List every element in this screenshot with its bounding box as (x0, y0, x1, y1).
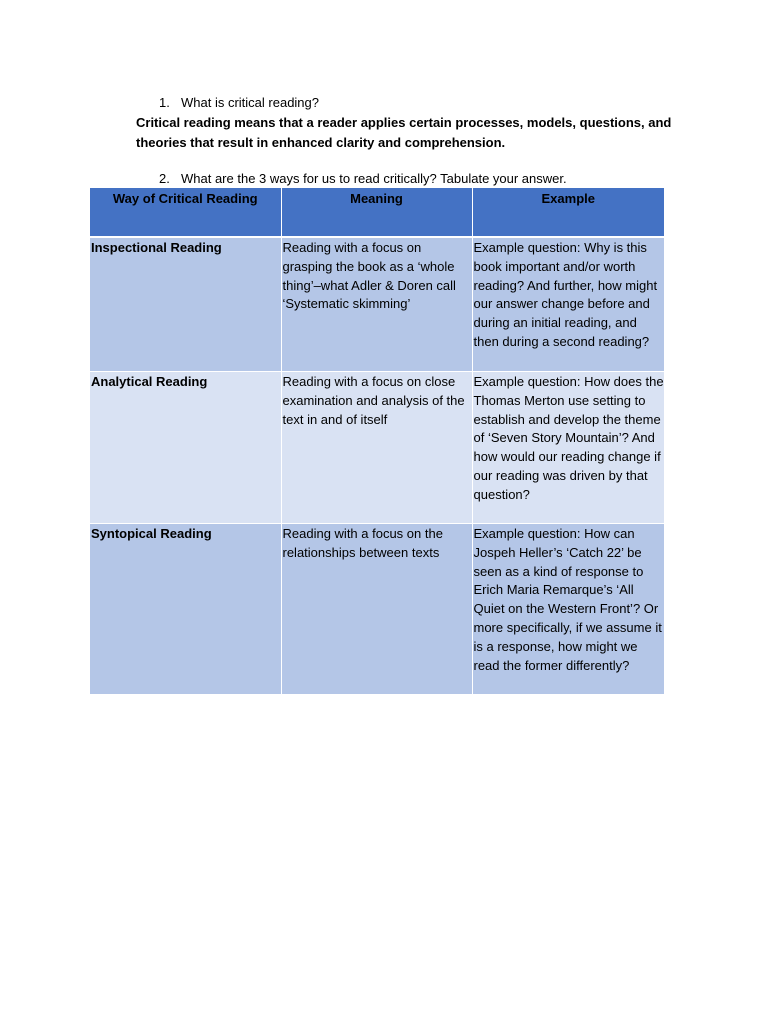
table-header-row (90, 188, 664, 237)
question-1-number: 1. (159, 95, 170, 110)
header-way: Way of Critical Reading (90, 188, 281, 237)
table-row (90, 237, 664, 372)
critical-reading-table (90, 188, 664, 695)
table-row (90, 372, 664, 524)
way-cell: Analytical Reading (90, 372, 281, 524)
example-cell: Example question: How does the Thomas Merton use setting to establish and develop the theme of ‘Seven Story Mountain’? And how would our reading change if our reading was driven by that question? (472, 372, 664, 524)
table-row (90, 524, 664, 695)
question-2-number: 2. (159, 171, 170, 186)
way-cell: Syntopical Reading (90, 524, 281, 695)
example-cell: Example question: Why is this book important and/or worth reading? And further, how might our answer change before and during an initial reading, and then during a second reading? (472, 237, 664, 372)
header-meaning: Meaning (281, 188, 472, 237)
example-cell: Example question: How can Jospeh Heller’s ‘Catch 22’ be seen as a kind of response to Erich Maria Remarque’s ‘All Quiet on the Western Front’? Or more specifically, if we assume it is a response, how might we read the former differently? (472, 524, 664, 695)
meaning-cell: Reading with a focus on the relationships between texts (281, 524, 472, 695)
answer-1: Critical reading means that a reader applies certain processes, models, questions, and theories that result in enhanced clarity and comprehension. (136, 115, 672, 150)
question-2 (159, 170, 567, 188)
header-example: Example (472, 188, 664, 237)
question-1 (159, 94, 319, 112)
question-2-text: What are the 3 ways for us to read critically? Tabulate your answer. (181, 171, 567, 186)
question-1-text: What is critical reading? (181, 95, 319, 110)
meaning-cell: Reading with a focus on close examination and analysis of the text in and of itself (281, 372, 472, 524)
way-cell: Inspectional Reading (90, 237, 281, 372)
meaning-cell: Reading with a focus on grasping the book as a ‘whole thing’–what Adler & Doren call ‘Systematic skimming’ (281, 237, 472, 372)
